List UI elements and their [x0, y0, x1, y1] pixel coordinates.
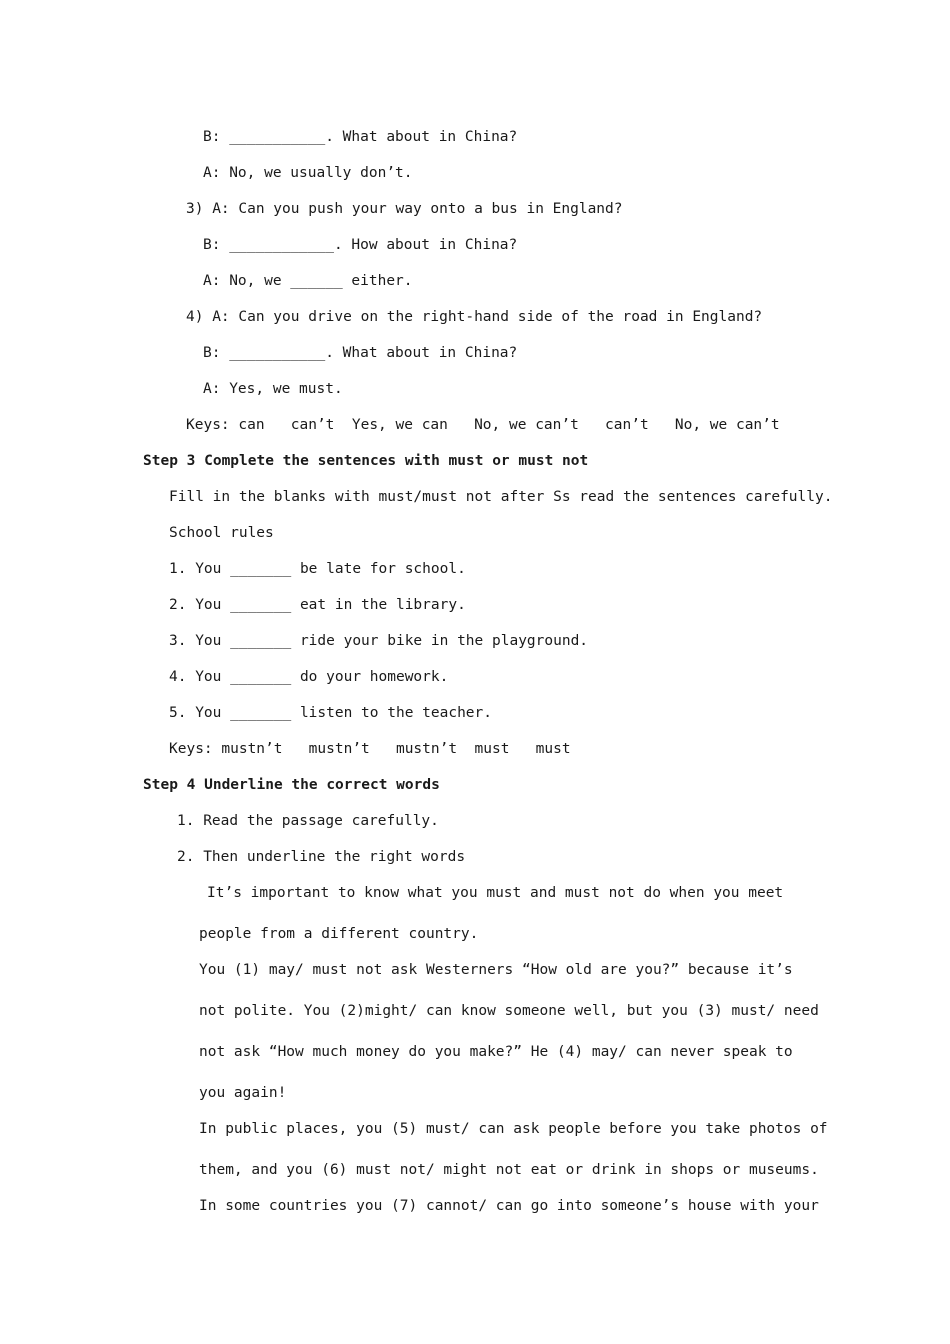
- passage-line: you again!: [199, 1085, 287, 1101]
- dialogue-line: B: ___________. What about in China?: [203, 345, 518, 361]
- rule-item: 5. You _______ listen to the teacher.: [169, 705, 493, 721]
- passage-line: not polite. You (2)might/ can know someone well, but you (3) must/ need: [199, 1003, 819, 1019]
- step3-keys: Keys: mustn’t mustn’t mustn’t must must: [169, 741, 571, 757]
- step3-heading: Step 3 Complete the sentences with must or must not: [143, 453, 589, 469]
- passage-line: In some countries you (7) cannot/ can go into someone’s house with your: [199, 1198, 819, 1214]
- step4-heading: Step 4 Underline the correct words: [143, 777, 440, 793]
- dialogue-line: A: No, we usually don’t.: [203, 165, 413, 181]
- rule-item: 3. You _______ ride your bike in the playground.: [169, 633, 589, 649]
- passage-line: them, and you (6) must not/ might not eat or drink in shops or museums.: [199, 1162, 819, 1178]
- dialogue-keys: Keys: can can’t Yes, we can No, we can’t can’t No, we can’t: [186, 417, 780, 433]
- school-rules-title: School rules: [169, 525, 274, 541]
- dialogue-question-3: 3) A: Can you push your way onto a bus in England?: [186, 201, 623, 217]
- dialogue-line: B: ___________. What about in China?: [203, 129, 518, 145]
- step3-instruction: Fill in the blanks with must/must not after Ss read the sentences carefully.: [169, 489, 833, 505]
- dialogue-question-4: 4) A: Can you drive on the right-hand side of the road in England?: [186, 309, 763, 325]
- dialogue-line: B: ____________. How about in China?: [203, 237, 518, 253]
- passage-line: It’s important to know what you must and must not do when you meet: [207, 885, 784, 901]
- dialogue-line: A: Yes, we must.: [203, 381, 343, 397]
- rule-item: 1. You _______ be late for school.: [169, 561, 466, 577]
- passage-line: In public places, you (5) must/ can ask people before you take photos of: [199, 1121, 828, 1137]
- rule-item: 2. You _______ eat in the library.: [169, 597, 466, 613]
- passage-line: people from a different country.: [199, 926, 479, 942]
- passage-line: You (1) may/ must not ask Westerners “How old are you?” because it’s: [199, 962, 793, 978]
- rule-item: 4. You _______ do your homework.: [169, 669, 449, 685]
- dialogue-line: A: No, we ______ either.: [203, 273, 413, 289]
- passage-line: not ask “How much money do you make?” He (4) may/ can never speak to: [199, 1044, 793, 1060]
- step4-item: 1. Read the passage carefully.: [177, 813, 439, 829]
- step4-item: 2. Then underline the right words: [177, 849, 466, 865]
